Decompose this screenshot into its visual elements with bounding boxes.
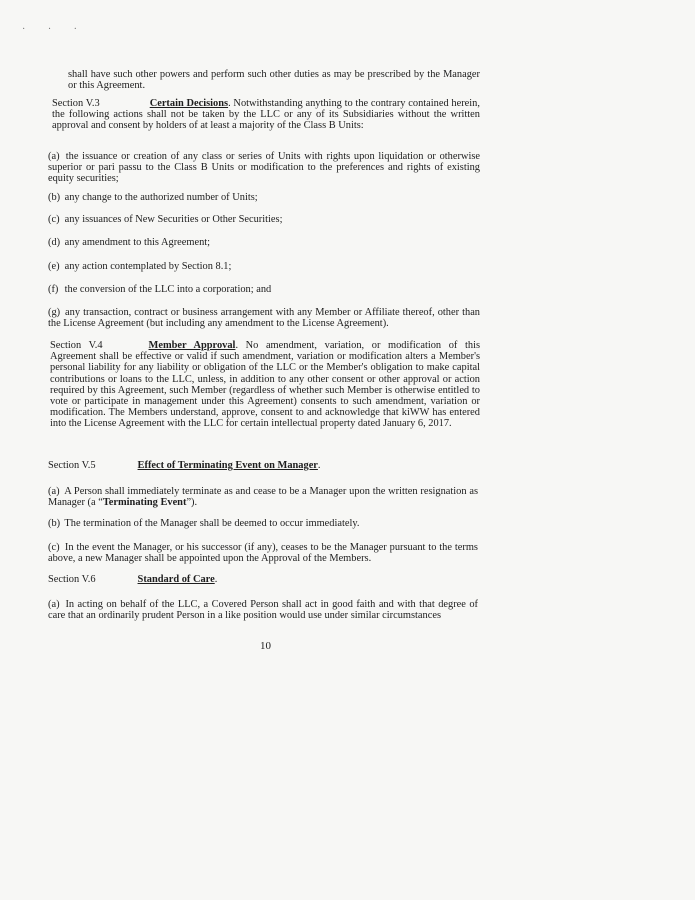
item-label: (c) — [48, 214, 60, 225]
item-label: (f) — [48, 284, 59, 295]
defined-term: Terminating Event — [102, 497, 187, 509]
list-item-v5-b — [48, 518, 478, 529]
section-v3 — [52, 98, 480, 132]
item-text: any transaction, contract or business arrangement with any Member or Affiliate thereof, other than the License Agreement (but including any amendment to the License Agreement). — [48, 307, 480, 330]
list-item-v5-c — [48, 542, 478, 564]
item-text: In the event the Manager, or his successor (if any), ceases to be the Manager pursuant to the terms above, a new Manager shall be appointed upon the Approval of the Members. — [48, 542, 478, 565]
item-label: (g) — [48, 307, 61, 318]
section-v5-heading: Section V.5 Effect of Terminating Event on Manager. — [48, 460, 321, 471]
section-v3-title: Certain Decisions — [149, 98, 229, 109]
item-text: The termination of the Manager shall be deemed to occur immediately. — [64, 518, 360, 529]
section-v6-heading: Section V.6 Standard of Care. — [48, 574, 218, 585]
item-label: (a) — [48, 486, 60, 497]
item-text: In acting on behalf of the LLC, a Covered Person shall act in good faith and with that degree of care that an ordinarily prudent Person in a like position would use under similar circumstances — [48, 599, 478, 622]
list-item-v3-b — [48, 192, 480, 203]
item-text: the conversion of the LLC into a corporation; and — [64, 284, 272, 295]
list-item-v3-d — [48, 237, 480, 248]
item-label: (b) — [48, 192, 61, 203]
item-label: (d) — [48, 237, 61, 248]
item-label: (a) — [48, 151, 60, 162]
section-v5-number: Section V.5 — [48, 460, 96, 471]
list-item-v3-a — [48, 151, 480, 185]
section-v3-number: Section V.3 — [52, 98, 100, 109]
item-text: any change to the authorized number of Units; — [64, 192, 258, 203]
item-text: any action contemplated by Section 8.1; — [64, 261, 232, 272]
section-v6-number: Section V.6 — [48, 574, 96, 585]
section-v5-title: Effect of Terminating Event on Manager — [137, 460, 318, 471]
section-v4-title: Member Approval — [148, 340, 236, 351]
item-text: any amendment to this Agreement; — [64, 237, 211, 248]
scan-specks: · · · — [22, 24, 87, 35]
intro-paragraph — [68, 69, 480, 91]
item-text: any issuances of New Securities or Other Securities; — [64, 214, 283, 225]
item-text: A Person shall immediately terminate as and cease to be a Manager upon the written resignation as Manager (a “ — [48, 486, 478, 509]
list-item-v3-e — [48, 261, 480, 272]
item-text-end: ”). — [186, 497, 198, 509]
section-v4-text: . No amendment, variation, or modification of this Agreement shall be effective or valid if such amendment, variation or modification alters a Member's personal liability for any liability or obligation of the LLC or the Member's obligation to make capital contributions or loans to the LLC, unless, in addition to any other consent or other approval or action required by this Agreement, such Member (regardless of whether such Member is otherwise entitled to vote or participate in management under this Agreement) consents to such amendment, variation or modification. The Members understand, approve, consent to and acknowledge that kiWW has entered into the License Agreement with the LLC for certain intellectual property dated January 6, 2017. — [50, 340, 480, 430]
section-v4-number: Section V.4 — [50, 340, 103, 351]
list-item-v3-f — [48, 284, 480, 295]
item-text: the issuance or creation of any class or series of Units with rights upon liquidation or otherwise superior or pari passu to the Class B Units or modification to the preferences and rights of existing equity securities; — [48, 151, 480, 185]
list-item-v5-a — [48, 486, 478, 508]
section-v6-title: Standard of Care — [137, 574, 215, 585]
section-v4 — [50, 340, 480, 430]
intro-text: shall have such other powers and perform such other duties as may be prescribed by the Manager or this Agreement. — [68, 69, 480, 92]
page-number: 10 — [260, 640, 271, 652]
list-item-v6-a — [48, 599, 478, 621]
section-v3-text: . Notwithstanding anything to the contrary contained herein, the following actions shall not be taken by the LLC or any of its Subsidiaries without the written approval and consent by holders of at least a majority of the Class B Units: — [52, 98, 480, 132]
list-item-v3-c — [48, 214, 480, 225]
item-label: (a) — [48, 599, 60, 610]
item-label: (e) — [48, 261, 60, 272]
list-item-v3-g — [48, 307, 480, 329]
item-label: (c) — [48, 542, 60, 553]
item-label: (b) — [48, 518, 61, 529]
